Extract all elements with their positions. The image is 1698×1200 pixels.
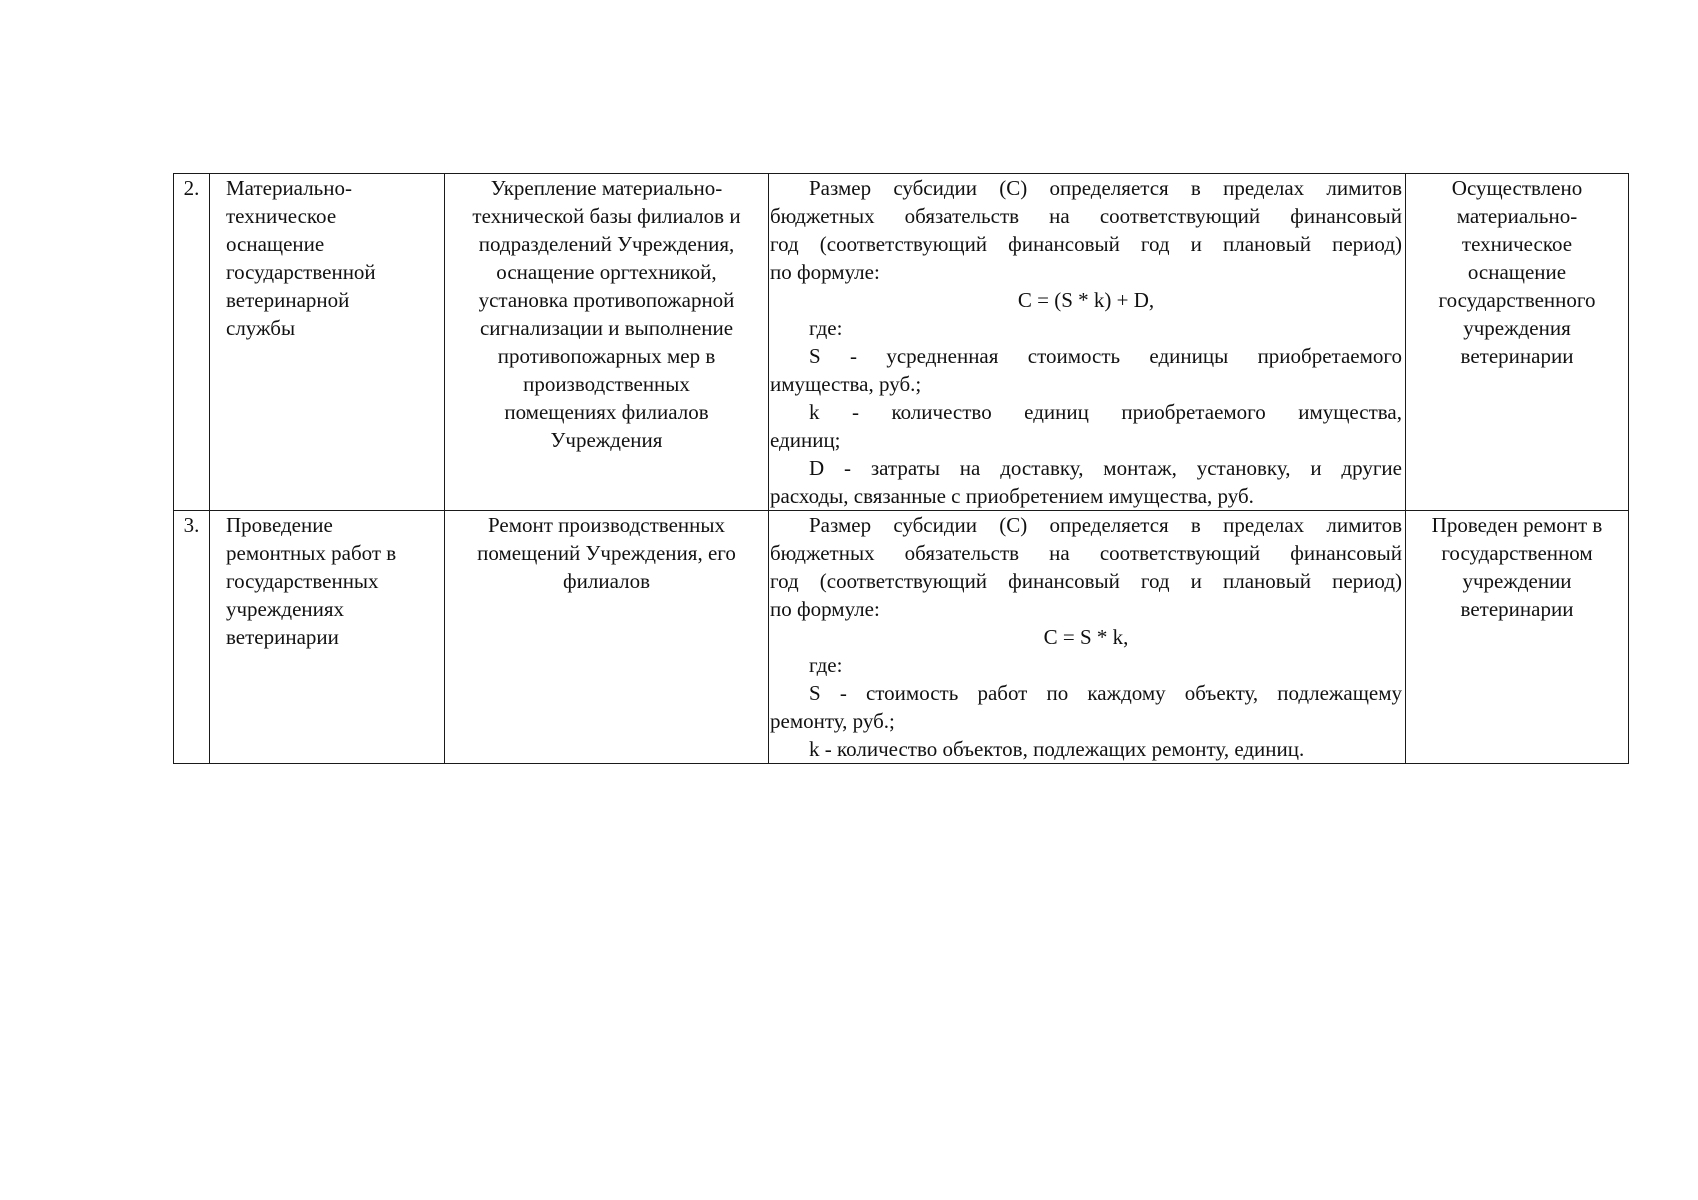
row-number-text: 3.: [183, 513, 200, 537]
row-number: [174, 511, 210, 764]
formula-definition-line: расходы, связанные с приобретением имущества, руб.: [770, 484, 1254, 508]
formula-definition-line: S - стоимость работ по каждому объекту, подлежащему: [809, 681, 1402, 705]
expected-result: Проведен ремонт в государственном учреждении ветеринарии: [1431, 513, 1603, 621]
formula-definition-line: S - усредненная стоимость единицы приобретаемого: [809, 344, 1402, 368]
formula-text-line: год (соответствующий финансовый год и плановый период): [770, 569, 1402, 593]
row-number-text: 2.: [183, 176, 200, 200]
activity-name-cell: [210, 174, 445, 511]
expected-result-cell: [1406, 511, 1629, 764]
formula-text-line: Размер субсидии (С) определяется в пределах лимитов: [809, 513, 1402, 537]
formula-cell: [769, 511, 1406, 764]
formula-definition-line: имущества, руб.;: [770, 372, 922, 396]
formula-definition-line: D - затраты на доставку, монтаж, установку, и другие: [809, 456, 1402, 480]
formula-text-line: год (соответствующий финансовый год и плановый период): [770, 232, 1402, 256]
activity-goal: Укрепление материально- технической базы филиалов и подразделений Учреждения, оснащение оргтехникой, установка противопожарной сигнализации и выполнение противопожарных мер в производственных помещениях филиалов Учреждения: [472, 176, 741, 452]
table-row: [174, 511, 1629, 764]
activity-goal-cell: [445, 511, 769, 764]
formula-expression: C = (S * k) + D,: [1017, 288, 1155, 312]
formula-text-line: бюджетных обязательств на соответствующий финансовый: [770, 204, 1402, 228]
formula-definition-line: k - количество единиц приобретаемого имущества,: [809, 400, 1402, 424]
formula-text-line: бюджетных обязательств на соответствующий финансовый: [770, 541, 1402, 565]
activity-name-cell: [210, 511, 445, 764]
formula-definition-line: k - количество объектов, подлежащих ремонту, единиц.: [809, 737, 1305, 761]
formula-expression: C = S * k,: [1043, 625, 1129, 649]
formula-definition-line: ремонту, руб.;: [770, 709, 895, 733]
activity-name: Проведение ремонтных работ в государственных учреждениях ветеринарии: [226, 513, 397, 649]
row-number: [174, 174, 210, 511]
activity-name: Материально- техническое оснащение государственной ветеринарной службы: [226, 176, 376, 340]
subsidy-table: [173, 173, 1629, 764]
formula-text-line: по формуле:: [770, 597, 880, 621]
formula-text-line: Размер субсидии (С) определяется в пределах лимитов: [809, 176, 1402, 200]
activity-goal: Ремонт производственных помещений Учреждения, его филиалов: [477, 513, 736, 593]
formula-where-label: где:: [809, 653, 843, 677]
activity-goal-cell: [445, 174, 769, 511]
table-row: [174, 174, 1629, 511]
formula-cell: [769, 174, 1406, 511]
formula-text-line: по формуле:: [770, 260, 880, 284]
formula-where-label: где:: [809, 316, 843, 340]
formula-definition-line: единиц;: [770, 428, 841, 452]
expected-result-cell: [1406, 174, 1629, 511]
expected-result: Осуществлено материально- техническое оснащение государственного учреждения ветеринарии: [1438, 176, 1596, 368]
